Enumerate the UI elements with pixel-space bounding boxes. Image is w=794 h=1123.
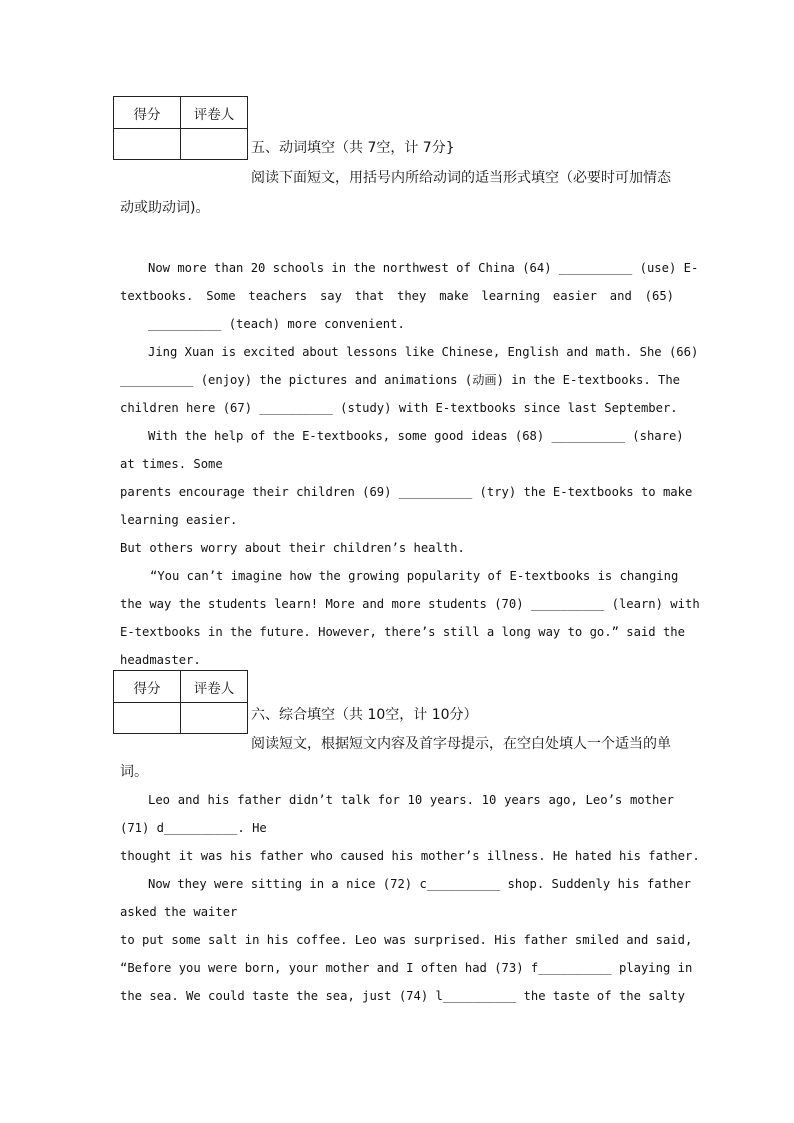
passage-line: Now they were sitting in a nice (72) c__________ shop. Suddenly his father bbox=[148, 877, 691, 891]
passage-line: headmaster. bbox=[120, 653, 201, 667]
passage-line: With the help of the E-textbooks, some good ideas (68) __________ (share) bbox=[148, 429, 684, 443]
passage-line: “Before you were born, your mother and I often had (73) f__________ playing in bbox=[120, 961, 693, 975]
passage-line: the sea. We could taste the sea, just (74) l__________ the taste of the salty bbox=[120, 989, 685, 1003]
section6-instruction: 阅读短文，根据短文内容及首字母提示，在空白处填人一个适当的单 bbox=[251, 736, 671, 752]
section5-instruction-cont: 动或助动词)。 bbox=[120, 200, 210, 216]
passage-line: thought it was his father who caused his mother’s illness. He hated his father. bbox=[120, 849, 700, 863]
passage-line: Jing Xuan is excited about lessons like Chinese, English and math. She (66) bbox=[148, 345, 699, 359]
passage-line: the way the students learn! More and more students (70) __________ (learn) with bbox=[120, 597, 700, 611]
score-header: 得分 bbox=[114, 97, 181, 129]
grader-header: 评卷人 bbox=[181, 671, 248, 703]
passage-line: Leo and his father didn’t talk for 10 years. 10 years ago, Leo’s mother bbox=[148, 793, 674, 807]
section5-instruction: 阅读下面短文，用括号内所给动词的适当形式填空（必要时可加情态 bbox=[251, 170, 671, 186]
passage-line: learning easier. bbox=[120, 513, 238, 527]
passage-line: (71) d__________. He bbox=[120, 821, 267, 835]
passage-line: __________ (teach) more convenient. bbox=[148, 317, 405, 331]
passage-line: “You can’t imagine how the growing popularity of E-textbooks is changing bbox=[150, 569, 679, 583]
passage-line: Now more than 20 schools in the northwest of China (64) __________ (use) E- bbox=[148, 261, 699, 275]
score-table-1 bbox=[113, 96, 248, 160]
passage-line: children here (67) __________ (study) with E-textbooks since last September. bbox=[120, 401, 678, 415]
grader-cell bbox=[181, 703, 248, 734]
passage-line: __________ (enjoy) the pictures and animations (动画) in the E-textbooks. The bbox=[120, 373, 681, 387]
section6-title: 六、综合填空（共 10空，计 10分） bbox=[251, 707, 478, 723]
passage-line: But others worry about their children’s health. bbox=[120, 541, 465, 555]
score-header: 得分 bbox=[114, 671, 181, 703]
section5-title: 五、动词填空（共 7空，计 7分} bbox=[251, 140, 455, 156]
section6-instruction-cont: 词。 bbox=[120, 764, 148, 780]
passage-line: at times. Some bbox=[120, 457, 223, 471]
score-cell bbox=[114, 129, 181, 160]
passage-line: asked the waiter bbox=[120, 905, 238, 919]
grader-header: 评卷人 bbox=[181, 97, 248, 129]
score-table-2 bbox=[113, 670, 248, 734]
passage-line: parents encourage their children (69) __________ (try) the E-textbooks to make bbox=[120, 485, 693, 499]
grader-cell bbox=[181, 129, 248, 160]
passage-line: textbooks. Some teachers say that they make learning easier and (65) bbox=[120, 289, 674, 303]
score-cell bbox=[114, 703, 181, 734]
passage-line: E-textbooks in the future. However, there’s still a long way to go.” said the bbox=[120, 625, 685, 639]
passage-line: to put some salt in his coffee. Leo was surprised. His father smiled and said, bbox=[120, 933, 693, 947]
